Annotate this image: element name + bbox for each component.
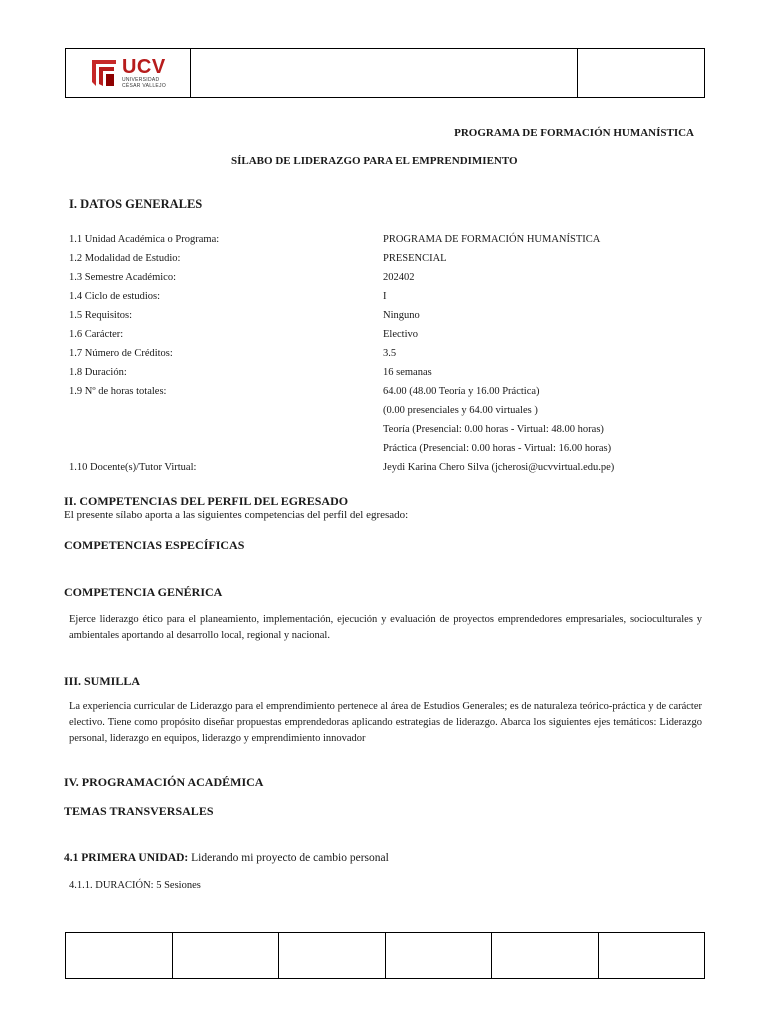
row-value: (0.00 presenciales y 64.00 virtuales ) xyxy=(383,405,538,416)
row-label: 1.2 Modalidad de Estudio: xyxy=(69,253,181,264)
row-label: 1.7 Número de Créditos: xyxy=(69,348,173,359)
summary-text: La experiencia curricular de Liderazgo para el emprendimiento pertenece al área de Estudios Generales; es de naturaleza teórico-práctica y de carácter electivo. Tiene como propósito diseñar propuestas emprendedoras aplicando estrategias de liderazgo. Abarca los siguientes ejes temáticos: Liderazgo personal, liderazgo en equipos, liderazgo y emprendimiento innovador xyxy=(69,701,702,744)
row-label: 1.6 Carácter: xyxy=(69,329,124,340)
general-data-row xyxy=(69,306,669,325)
row-value: Jeydi Karina Chero Silva (jcherosi@ucvvirtual.edu.pe) xyxy=(383,462,615,473)
row-label: 1.9 Nº de horas totales: xyxy=(69,386,167,397)
footer-cell xyxy=(279,933,386,978)
transversal-topics-heading: TEMAS TRANSVERSALES xyxy=(64,804,214,818)
section-4-heading: IV. PROGRAMACIÓN ACADÉMICA xyxy=(64,775,264,789)
unit-label: 4.1 PRIMERA UNIDAD: xyxy=(64,852,189,864)
program-title: PROGRAMA DE FORMACIÓN HUMANÍSTICA xyxy=(454,127,694,139)
row-value: Teoría (Presencial: 0.00 horas - Virtual: 48.00 horas) xyxy=(383,424,604,435)
syllabus-title: SÍLABO DE LIDERAZGO PARA EL EMPRENDIMIENTO xyxy=(231,155,518,167)
row-value: 3.5 xyxy=(383,348,397,359)
row-value: PROGRAMA DE FORMACIÓN HUMANÍSTICA xyxy=(383,234,601,245)
row-label: 1.5 Requisitos: xyxy=(69,310,133,321)
row-value: Práctica (Presencial: 0.00 horas - Virtual: 16.00 horas) xyxy=(383,443,612,454)
unit-title: Liderando mi proyecto de cambio personal xyxy=(191,852,389,864)
general-data-row xyxy=(69,458,669,477)
general-data-row xyxy=(69,344,669,363)
footer-cell xyxy=(173,933,280,978)
general-data-row xyxy=(69,401,669,420)
general-data-list xyxy=(69,230,669,477)
row-value: Ninguno xyxy=(383,310,420,321)
general-data-row xyxy=(69,363,669,382)
ucv-logo xyxy=(90,57,166,89)
logo-brand: UCV xyxy=(121,56,166,78)
unit-duration: 4.1.1. DURACIÓN: 5 Sesiones xyxy=(69,880,201,891)
row-label: 1.8 Duración: xyxy=(69,367,127,378)
footer-cell xyxy=(599,933,705,978)
row-value: 16 semanas xyxy=(383,367,432,378)
row-label: 1.3 Semestre Académico: xyxy=(69,272,177,283)
row-value: 64.00 (48.00 Teoría y 16.00 Práctica) xyxy=(383,386,540,397)
footer-cell xyxy=(66,933,173,978)
row-value: I xyxy=(383,291,387,302)
logo-text xyxy=(122,57,166,89)
general-data-row xyxy=(69,287,669,306)
logo-subtitle-2: CÉSAR VALLEJO xyxy=(121,83,167,89)
header-right-cell xyxy=(578,49,704,97)
section-3-heading: III. SUMILLA xyxy=(64,674,141,688)
row-label: 1.1 Unidad Académica o Programa: xyxy=(69,234,220,245)
section-2-heading: II. COMPETENCIAS DEL PERFIL DEL EGRESADO xyxy=(64,494,349,508)
general-data-row xyxy=(69,249,669,268)
specific-competencies-heading: COMPETENCIAS ESPECÍFICAS xyxy=(64,538,245,552)
row-label: 1.10 Docente(s)/Tutor Virtual: xyxy=(69,462,197,473)
header-middle-cell xyxy=(191,49,578,97)
footer-table xyxy=(65,932,705,979)
footer-cell xyxy=(386,933,493,978)
footer-cell xyxy=(492,933,599,978)
row-value: 202402 xyxy=(383,272,415,283)
header-logo-cell xyxy=(66,49,191,97)
general-data-row xyxy=(69,325,669,344)
generic-competency-text: Ejerce liderazgo ético para el planeamiento, implementación, ejecución y evaluación de proyectos emprendedores empresariales, socioculturales y ambientales aportando al desarrollo local, regional y nacional. xyxy=(69,614,702,641)
ucv-shield-icon xyxy=(90,58,118,88)
general-data-row xyxy=(69,230,669,249)
row-value: PRESENCIAL xyxy=(383,253,447,264)
generic-competency-heading: COMPETENCIA GENÉRICA xyxy=(64,585,223,599)
section-1-heading: I. DATOS GENERALES xyxy=(69,197,203,211)
section-2-intro: El presente sílabo aporta a las siguientes competencias del perfil del egresado: xyxy=(64,509,409,521)
row-label: 1.4 Ciclo de estudios: xyxy=(69,291,160,302)
general-data-row xyxy=(69,420,669,439)
first-unit-line xyxy=(64,852,389,864)
general-data-row xyxy=(69,439,669,458)
header-table xyxy=(65,48,705,98)
logo-subtitle-1: UNIVERSIDAD xyxy=(121,77,160,83)
row-value: Electivo xyxy=(383,329,418,340)
general-data-row xyxy=(69,268,669,287)
general-data-row xyxy=(69,382,669,401)
